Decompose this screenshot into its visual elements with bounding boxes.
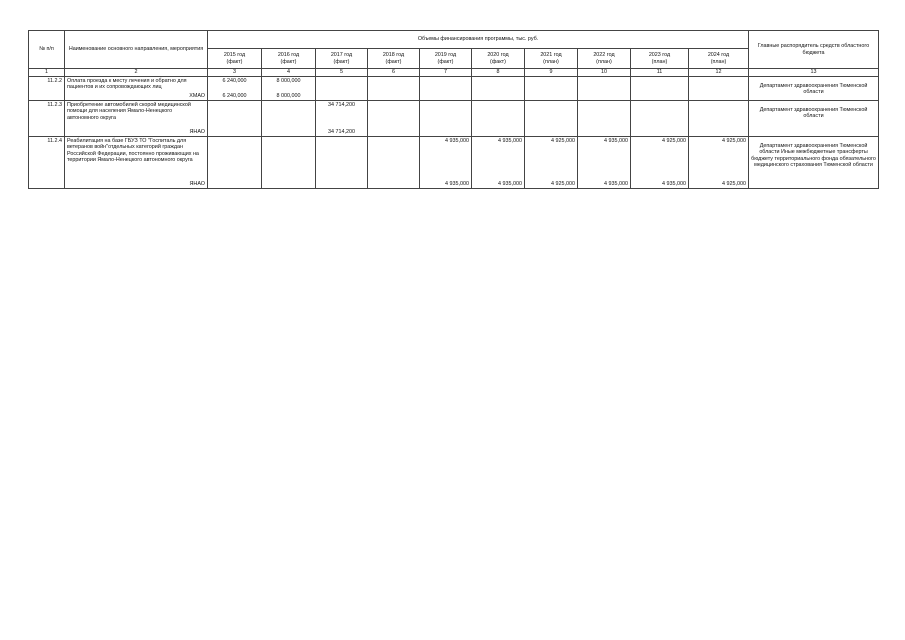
header-year-10: [689, 49, 749, 69]
row-name: Реабилитация на базе ГБУЗ ТО "Госпиталь для ветеранов войн"отдельных категорий граждан Российской Федерации, постоянно проживающих на территории Ямало-Ненецкого автономного округа: [67, 138, 199, 164]
value-cell: [262, 101, 316, 137]
row-name-cell: [65, 101, 208, 137]
value-bottom: 4 935,000: [662, 180, 686, 187]
table-row: [29, 137, 879, 189]
value-cell: [208, 101, 262, 137]
value-cell: [689, 101, 749, 137]
column-number: 5: [316, 69, 368, 77]
column-number: 7: [420, 69, 472, 77]
header-year-label: 2022 год: [593, 52, 615, 59]
header-year-label: 2023 год: [648, 52, 671, 59]
table-row: [29, 101, 879, 137]
header-year-kind: (факт): [490, 58, 506, 65]
header-year-label: 2024 год: [707, 52, 730, 59]
header-year-kind: (факт): [226, 58, 243, 65]
header-year-8: [578, 49, 631, 69]
value-cell: [368, 77, 420, 101]
row-name-cell: [65, 77, 208, 101]
value-cell: [262, 137, 316, 189]
value-bottom: 34 714,200: [328, 128, 355, 135]
row-name: Оплата проезда к месту лечения и обратно для пациентов и их сопровождающих лиц: [67, 78, 187, 91]
header-year-2: [262, 49, 316, 69]
value-cell: [368, 137, 420, 189]
column-number: 13: [749, 69, 879, 77]
header-year-9: [631, 49, 689, 69]
column-number: 4: [262, 69, 316, 77]
header-year-kind: (факт): [333, 58, 350, 65]
table-row: [29, 77, 879, 101]
value-bottom: 8 000,000: [276, 92, 301, 99]
header-year-kind: (план): [710, 58, 727, 65]
value-bottom: 4 925,000: [722, 180, 747, 187]
value-cell: [316, 137, 368, 189]
value-top: 4 925,000: [722, 138, 747, 144]
header-year-kind: (план): [543, 58, 559, 65]
column-number: 2: [65, 69, 208, 77]
header-dispatcher: Главные распорядитель средств областного бюджета: [749, 31, 879, 69]
value-cell: [631, 101, 689, 137]
header-year-kind: (факт): [385, 58, 402, 65]
value-cell: [316, 101, 368, 137]
value-cell: [689, 137, 749, 189]
header-year-label: 2015 год: [223, 52, 246, 59]
value-bottom: 4 935,000: [445, 180, 469, 187]
value-cell: [208, 137, 262, 189]
header-year-4: [368, 49, 420, 69]
value-cell: [472, 101, 525, 137]
value-cell: [631, 137, 689, 189]
header-year-5: [420, 49, 472, 69]
value-cell: [525, 101, 578, 137]
value-cell: [316, 77, 368, 101]
header-year-label: 2016 год: [277, 52, 300, 59]
header-year-kind: (факт): [437, 58, 454, 65]
value-cell: [368, 101, 420, 137]
value-cell: [578, 101, 631, 137]
value-bottom: 6 240,000: [222, 92, 247, 99]
header-year-label: 2018 год: [382, 52, 405, 59]
value-bottom: 4 925,000: [551, 180, 575, 187]
value-cell: [420, 137, 472, 189]
row-number: 11.2.3: [29, 101, 65, 137]
value-top: 4 925,000: [662, 138, 686, 144]
value-top: 34 714,200: [328, 102, 355, 108]
value-cell: [472, 137, 525, 189]
header-year-1: [208, 49, 262, 69]
row-region: ЯНАО: [189, 180, 205, 187]
value-top: 4 935,000: [604, 138, 628, 144]
column-number: 8: [472, 69, 525, 77]
financing-table: [28, 30, 879, 189]
row-region: ЯНАО: [189, 128, 205, 135]
header-year-kind: (факт): [280, 58, 297, 65]
value-cell: [689, 77, 749, 101]
value-cell: [631, 77, 689, 101]
value-top: 6 240,000: [222, 78, 247, 84]
column-number: 3: [208, 69, 262, 77]
value-cell: [525, 137, 578, 189]
row-number: 11.2.4: [29, 137, 65, 189]
header-financing: Объемы финансирования программы, тыс. руб.: [208, 31, 749, 49]
column-number: 6: [368, 69, 420, 77]
row-dispatcher: Департамент здравоохранения Тюменской области Иные межбюджетные трансферты бюджету территориального фонда обязательного медицинского страхования Тюменской области: [749, 137, 879, 189]
header-no: № п/п: [29, 31, 65, 69]
value-cell: [262, 77, 316, 101]
header-year-label: 2020 год: [487, 52, 509, 59]
value-cell: [525, 77, 578, 101]
value-top: 8 000,000: [276, 78, 301, 84]
row-name-cell: [65, 137, 208, 189]
financing-table-page: [28, 30, 878, 189]
column-number: 11: [631, 69, 689, 77]
value-cell: [472, 77, 525, 101]
header-year-kind: (план): [596, 58, 612, 65]
value-top: 4 925,000: [551, 138, 575, 144]
value-cell: [420, 101, 472, 137]
header-year-7: [525, 49, 578, 69]
header-year-kind: (план): [651, 58, 668, 65]
value-cell: [208, 77, 262, 101]
value-cell: [578, 137, 631, 189]
row-name: Приобретение автомобилей скорой медицинской помощи для населения Ямало-Ненецкого автономного округа: [67, 102, 191, 121]
row-dispatcher: Департамент здравоохранения Тюменской области: [749, 77, 879, 101]
column-number: 9: [525, 69, 578, 77]
header-year-label: 2019 год: [434, 52, 457, 59]
header-year-6: [472, 49, 525, 69]
value-cell: [420, 77, 472, 101]
value-bottom: 4 935,000: [604, 180, 628, 187]
column-number: 10: [578, 69, 631, 77]
value-top: 4 935,000: [445, 138, 469, 144]
header-year-label: 2017 год: [330, 52, 353, 59]
header-year-3: [316, 49, 368, 69]
column-number: 12: [689, 69, 749, 77]
value-bottom: 4 935,000: [498, 180, 522, 187]
value-top: 4 935,000: [498, 138, 522, 144]
row-number: 11.2.2: [29, 77, 65, 101]
header-year-label: 2021 год: [540, 52, 562, 59]
row-region: ХМАО: [189, 92, 205, 99]
value-cell: [578, 77, 631, 101]
header-name: Наименование основного направления, мероприятия: [65, 31, 208, 69]
row-dispatcher: Департамент здравоохранения Тюменской области: [749, 101, 879, 137]
column-number: 1: [29, 69, 65, 77]
